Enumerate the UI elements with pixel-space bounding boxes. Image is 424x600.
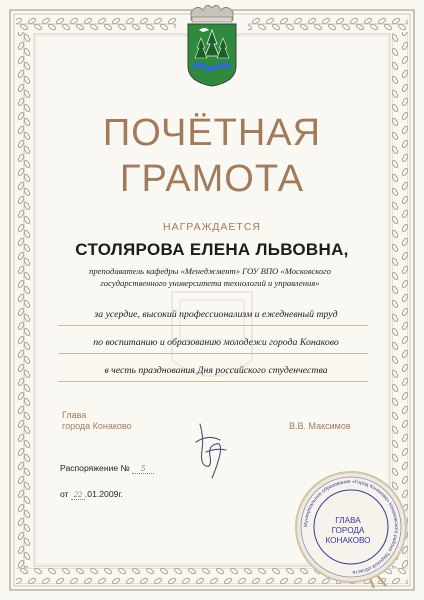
signatory-title-line: Глава	[62, 410, 87, 420]
divider	[58, 353, 368, 354]
certificate-title-line1: ПОЧЁТНАЯ	[102, 112, 322, 154]
signature-icon	[186, 420, 236, 480]
reason-line: по воспитанию и образованию молодежи города Конаково	[93, 337, 339, 348]
signatory-title-line: города Конаково	[62, 421, 132, 431]
order-label: Распоряжение №	[60, 463, 130, 473]
divider	[58, 381, 368, 382]
divider	[58, 325, 368, 326]
signatory-title	[62, 410, 132, 432]
coat-of-arms-icon	[183, 4, 241, 88]
seal-ring-text: Муниципальное образование «Город Конаково» Конаковского района Тверской области	[302, 478, 400, 575]
seal-line: КОНАКОВО	[325, 536, 371, 545]
seal-line: ГОРОДА	[331, 526, 365, 535]
date-day: 22	[71, 489, 85, 500]
recipient-name: СТОЛЯРОВА ЕЛЕНА ЛЬВОВНА,	[75, 240, 349, 259]
reason-line: за усердие, высокий профессионализм и ежедневный труд	[94, 309, 338, 320]
position-line: государственного университета технологий и управления»	[100, 278, 320, 288]
seal-line: ГЛАВА	[335, 516, 361, 525]
order-reference	[60, 463, 154, 474]
order-number: 5	[132, 463, 154, 474]
order-date	[60, 489, 123, 500]
certificate-title-line2: ГРАМОТА	[119, 158, 305, 200]
signatory-name: В.В. Максимов	[289, 421, 351, 431]
date-prefix: от	[60, 489, 69, 499]
position-line: преподаватель кафедры «Менеджмент» ГОУ ВПО «Московского	[89, 266, 331, 276]
reason-line: в честь празднования Дня российского студенчества	[104, 365, 328, 376]
recipient-position	[60, 265, 360, 289]
seal-center-text	[318, 516, 378, 546]
date-suffix: .01.2009г.	[84, 489, 123, 499]
awarded-label: НАГРАЖДАЕТСЯ	[163, 221, 261, 233]
